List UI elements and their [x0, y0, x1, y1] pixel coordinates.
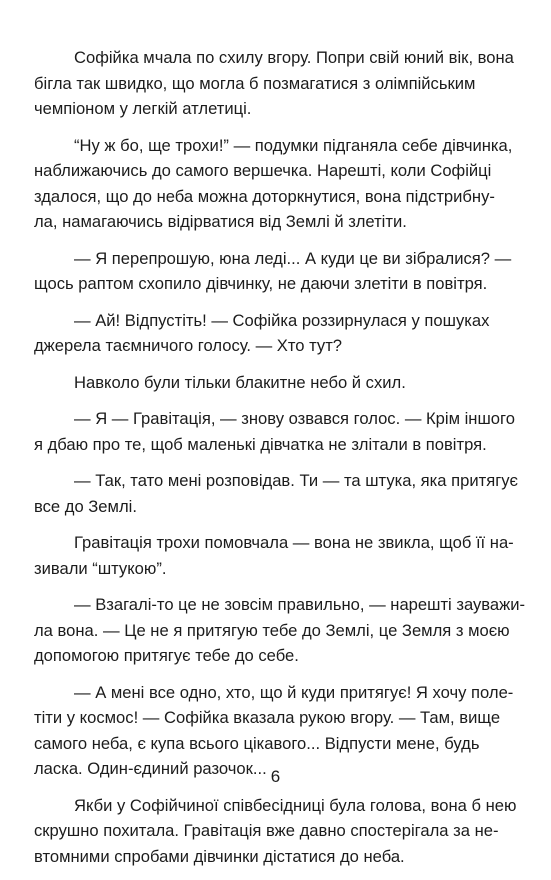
text-line: тіти у космос! — Софійка вказала рукою вгору. — Там, вище — [34, 708, 501, 727]
paragraph — [34, 370, 515, 396]
text-line: допомогою притягує тебе до себе. — [34, 646, 299, 665]
paragraph — [34, 133, 515, 235]
text-line: здалося, що до неба можна доторкнутися, вона підстрибну- — [34, 186, 495, 206]
text-line: я дбаю про те, щоб маленькі дівчатка не злітали в повітря. — [34, 434, 487, 454]
paragraph — [34, 793, 515, 870]
text-line: — Я — Гравітація, — знову озвався голос. — Крім іншого — [74, 409, 515, 428]
text-line: наближаючись до самого вершечка. Нарешті, коли Софійці — [34, 161, 492, 180]
text-line: — Так, тато мені розповідав. Ти — та штука, яка притягує — [74, 471, 519, 490]
text-line: ласка. Один-єдиний разочок... — [34, 759, 267, 778]
text-line: ла, намагаючись відірватися від Землі й злетіти. — [34, 212, 407, 231]
text-line: ла вона. — Це не я притягую тебе до Землі, це Земля з моєю — [34, 620, 510, 640]
paragraph — [34, 530, 515, 581]
text-line: “Ну ж бо, ще трохи!” — подумки підганяла себе дівчинка, — [74, 135, 513, 155]
text-line: — Взагалі-то це не зовсім правильно, — нарешті зауважи- — [74, 595, 526, 614]
text-line: щось раптом схопило дівчинку, не даючи злетіти в повітря. — [34, 274, 488, 293]
text-line: Якби у Софійчиної співбесідниці була голова, вона б нею — [74, 795, 517, 815]
paragraph — [34, 45, 515, 122]
text-line: втомними спробами дівчинки дістатися до неба. — [34, 846, 405, 866]
text-line: чемпіоном у легкій атлетиці. — [34, 99, 252, 118]
paragraph — [34, 592, 526, 669]
paragraph — [34, 406, 515, 457]
story-text — [34, 45, 526, 880]
text-line: — Я перепрошую, юна леді... А куди це ви зібралися? — — [74, 248, 512, 268]
text-line: — А мені все одно, хто, що й куди притягує! Я хочу поле- — [74, 682, 514, 702]
page-number: 6 — [270, 767, 281, 786]
paragraph — [34, 246, 515, 297]
text-line: скрушно похитала. Гравітація вже давно спостерігала за не- — [34, 821, 499, 840]
text-line: зивали “штукою”. — [34, 558, 167, 578]
text-line: джерела таємничого голосу. — Хто тут? — [34, 336, 343, 355]
text-line: — Ай! Відпустіть! — Софійка роззирнулася у пошуках — [74, 310, 490, 330]
paragraph — [34, 308, 515, 359]
text-line: бігла так швидко, що могла б позмагатися з олімпійським — [34, 73, 476, 93]
text-line: Навколо були тільки блакитне небо й схил. — [74, 372, 406, 392]
text-line: Софійка мчала по схилу вгору. Попри свій юний вік, вона — [74, 48, 514, 67]
text-line: самого неба, є купа всього цікавого... Відпусти мене, будь — [34, 733, 480, 753]
paragraph — [34, 468, 519, 519]
text-line: все до Землі. — [34, 496, 137, 516]
text-line: Гравітація трохи помовчала — вона не звикла, щоб її на- — [74, 533, 514, 552]
